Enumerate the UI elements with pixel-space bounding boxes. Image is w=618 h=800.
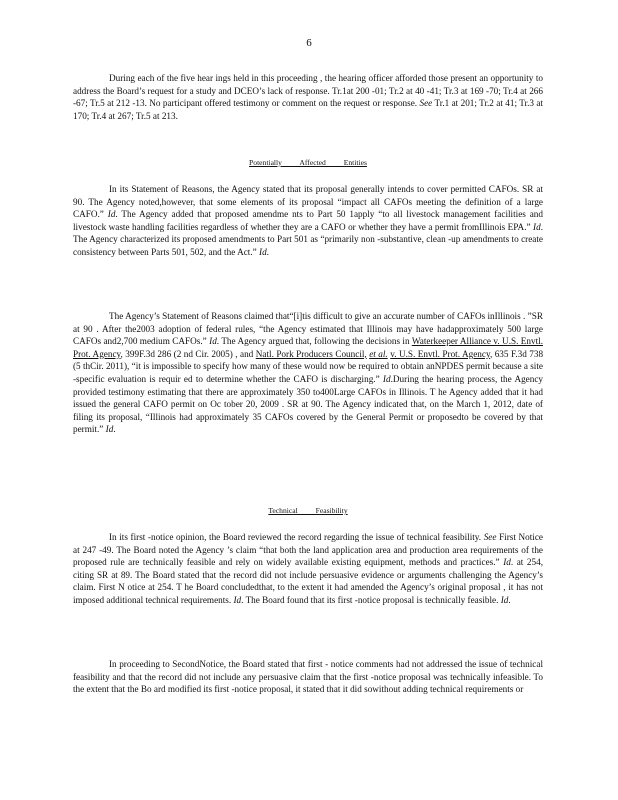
paragraph-cafo-number (73, 310, 543, 436)
paragraph-text: In its first -notice opinion, the Board reviewed the record regarding the issue of technical feasibility. (109, 532, 482, 542)
paragraph-text: . at 254, citing SR at 89. The Board stated that the record did not include persuasive evidence or arguments challenging the Agency’s claim. First N otice at 254. T he Board concludedthat, to the extent it had amended the Agency’s original proposal , it has not imposed additional technical requirements. (73, 557, 543, 605)
paragraph-hearings (73, 72, 543, 122)
case-name: Waterkeeper Alliance v. U.S. Envtl. Prot. Agency (73, 336, 543, 359)
paragraph-text: .During the hearing process, the Agency provided testimony estimating that there are approximately 350 to400Large CAFOs in Illinois. T he Agency added that it had issued the general CAFO permit on Oc tober 20, 2009 . SR at 90. The Agency indicated that, on the March 1, 2012, date of filing its proposal, “Illinois had approximately 35 CAFOs covered by the General Permit or proposedto be covered by that permit.” (73, 373, 544, 435)
citation-id: Id (233, 594, 242, 605)
section-heading: Potentially Affected Entities (249, 158, 367, 167)
case-name-etal: et al. (369, 348, 388, 359)
section-heading-technical-feasibility (73, 505, 543, 518)
section-heading-affected-entities (73, 157, 543, 170)
paragraph-text: In its Statement of Reasons, the Agency stated that its proposal generally intends to cover permitted CAFOs. SR at 90. The Agency noted,however, that some elements of its proposal “impact all CAFOs meeting the definition of a large CAFO.” (73, 184, 543, 220)
paragraph-text: . The Board found that its first -notice proposal is technically feasible. (241, 594, 499, 605)
paragraph-statement-of-reasons (73, 183, 543, 259)
citation-id: Id (259, 246, 267, 257)
citation-id: Id (209, 336, 217, 347)
citation-id: Id (503, 557, 511, 568)
citation-id: Id (533, 221, 541, 232)
citation-signal: See (483, 532, 497, 542)
paragraph-text: . (113, 424, 116, 435)
paragraph-text: . (266, 246, 269, 257)
paragraph-text: , 635 F.3d 738 (5 thCir. 2011), “it is impossible to specify how many of these would now be required to obtain anNPDES permit because a site -specific evaluation is requir ed to determine whether the CAFO is discharging.” (73, 348, 544, 384)
paragraph-text: . (508, 594, 511, 605)
citation-id: Id (105, 424, 114, 435)
case-name: Natl. Pork Producers Council, (255, 348, 367, 359)
paragraph-text: . The Agency added that proposed amendme nts to Part 50 1apply “to all livestock management facilities and livestock waste handling facilities regardless of whether they are a CAFO or whether they have a permit fromIllinois EPA.” (73, 209, 543, 232)
page-number: 6 (306, 37, 312, 49)
paragraph-text: First Notice at 247 -49. The Board noted the Agency ’s claim “that both the land application area and production area requirements of the proposed rule are technically feasible and rely on widely available existing equipment, methods and practices.” (73, 532, 544, 568)
paragraph-first-notice (73, 531, 543, 607)
paragraph-text: . The Agency characterized its proposed amendments to Part 501 as “primarily non -substantive, clean -up amendments to create consistency between Parts 501, 502, and the Act.” (73, 221, 543, 257)
paragraph-text: Tr.1 at 201; Tr.2 at 41; Tr.3 at 170; Tr.4 at 267; Tr.5 at 213. (73, 98, 544, 121)
citation-id: Id (107, 209, 116, 220)
citation-id: Id (500, 594, 509, 605)
section-heading: Technical Feasibility (268, 506, 348, 515)
paragraph-text: , 399F.3d 286 (2 nd Cir. 2005) , and (120, 348, 254, 359)
paragraph-text: In proceeding to SecondNotice, the Board stated that first - notice comments had not addressed the issue of technical feasibility and that the record did not include any persuasive claim that the first -notice proposal was technically infeasible. To the extent that the Bo ard modified its first -notice proposal, it stated that it did sowithout adding technical requirements or (73, 659, 543, 695)
citation-signal: See (419, 98, 433, 109)
paragraph-second-notice (73, 658, 543, 696)
paragraph-text: During each of the five hear ings held in this proceeding , the hearing officer afforded those present an opportunity to address the Board’s request for a study and DCEO’s lack of response. Tr.1at 200 -01; Tr.2 at 40 -41; Tr.3 at 169 -70; Tr.4 at 266 -67; Tr.5 at 212 -13. No participant offered testimony or comment on the request or response. (73, 73, 543, 109)
case-name: v. U.S. Envtl. Prot. Agency (390, 348, 490, 359)
paragraph-text: . The Agency argued that, following the decisions in (216, 336, 410, 347)
citation-id: Id (382, 373, 391, 384)
paragraph-text: The Agency’s Statement of Reasons claimed that“[i]tis difficult to give an accurate number of CAFOs inIllinois . ”SR at 90 . After the2003 adoption of federal rules, “the Agency estimated that Illinois may have hadapproximately 500 large CAFOs and2,700 medium CAFOs.” (73, 311, 543, 347)
